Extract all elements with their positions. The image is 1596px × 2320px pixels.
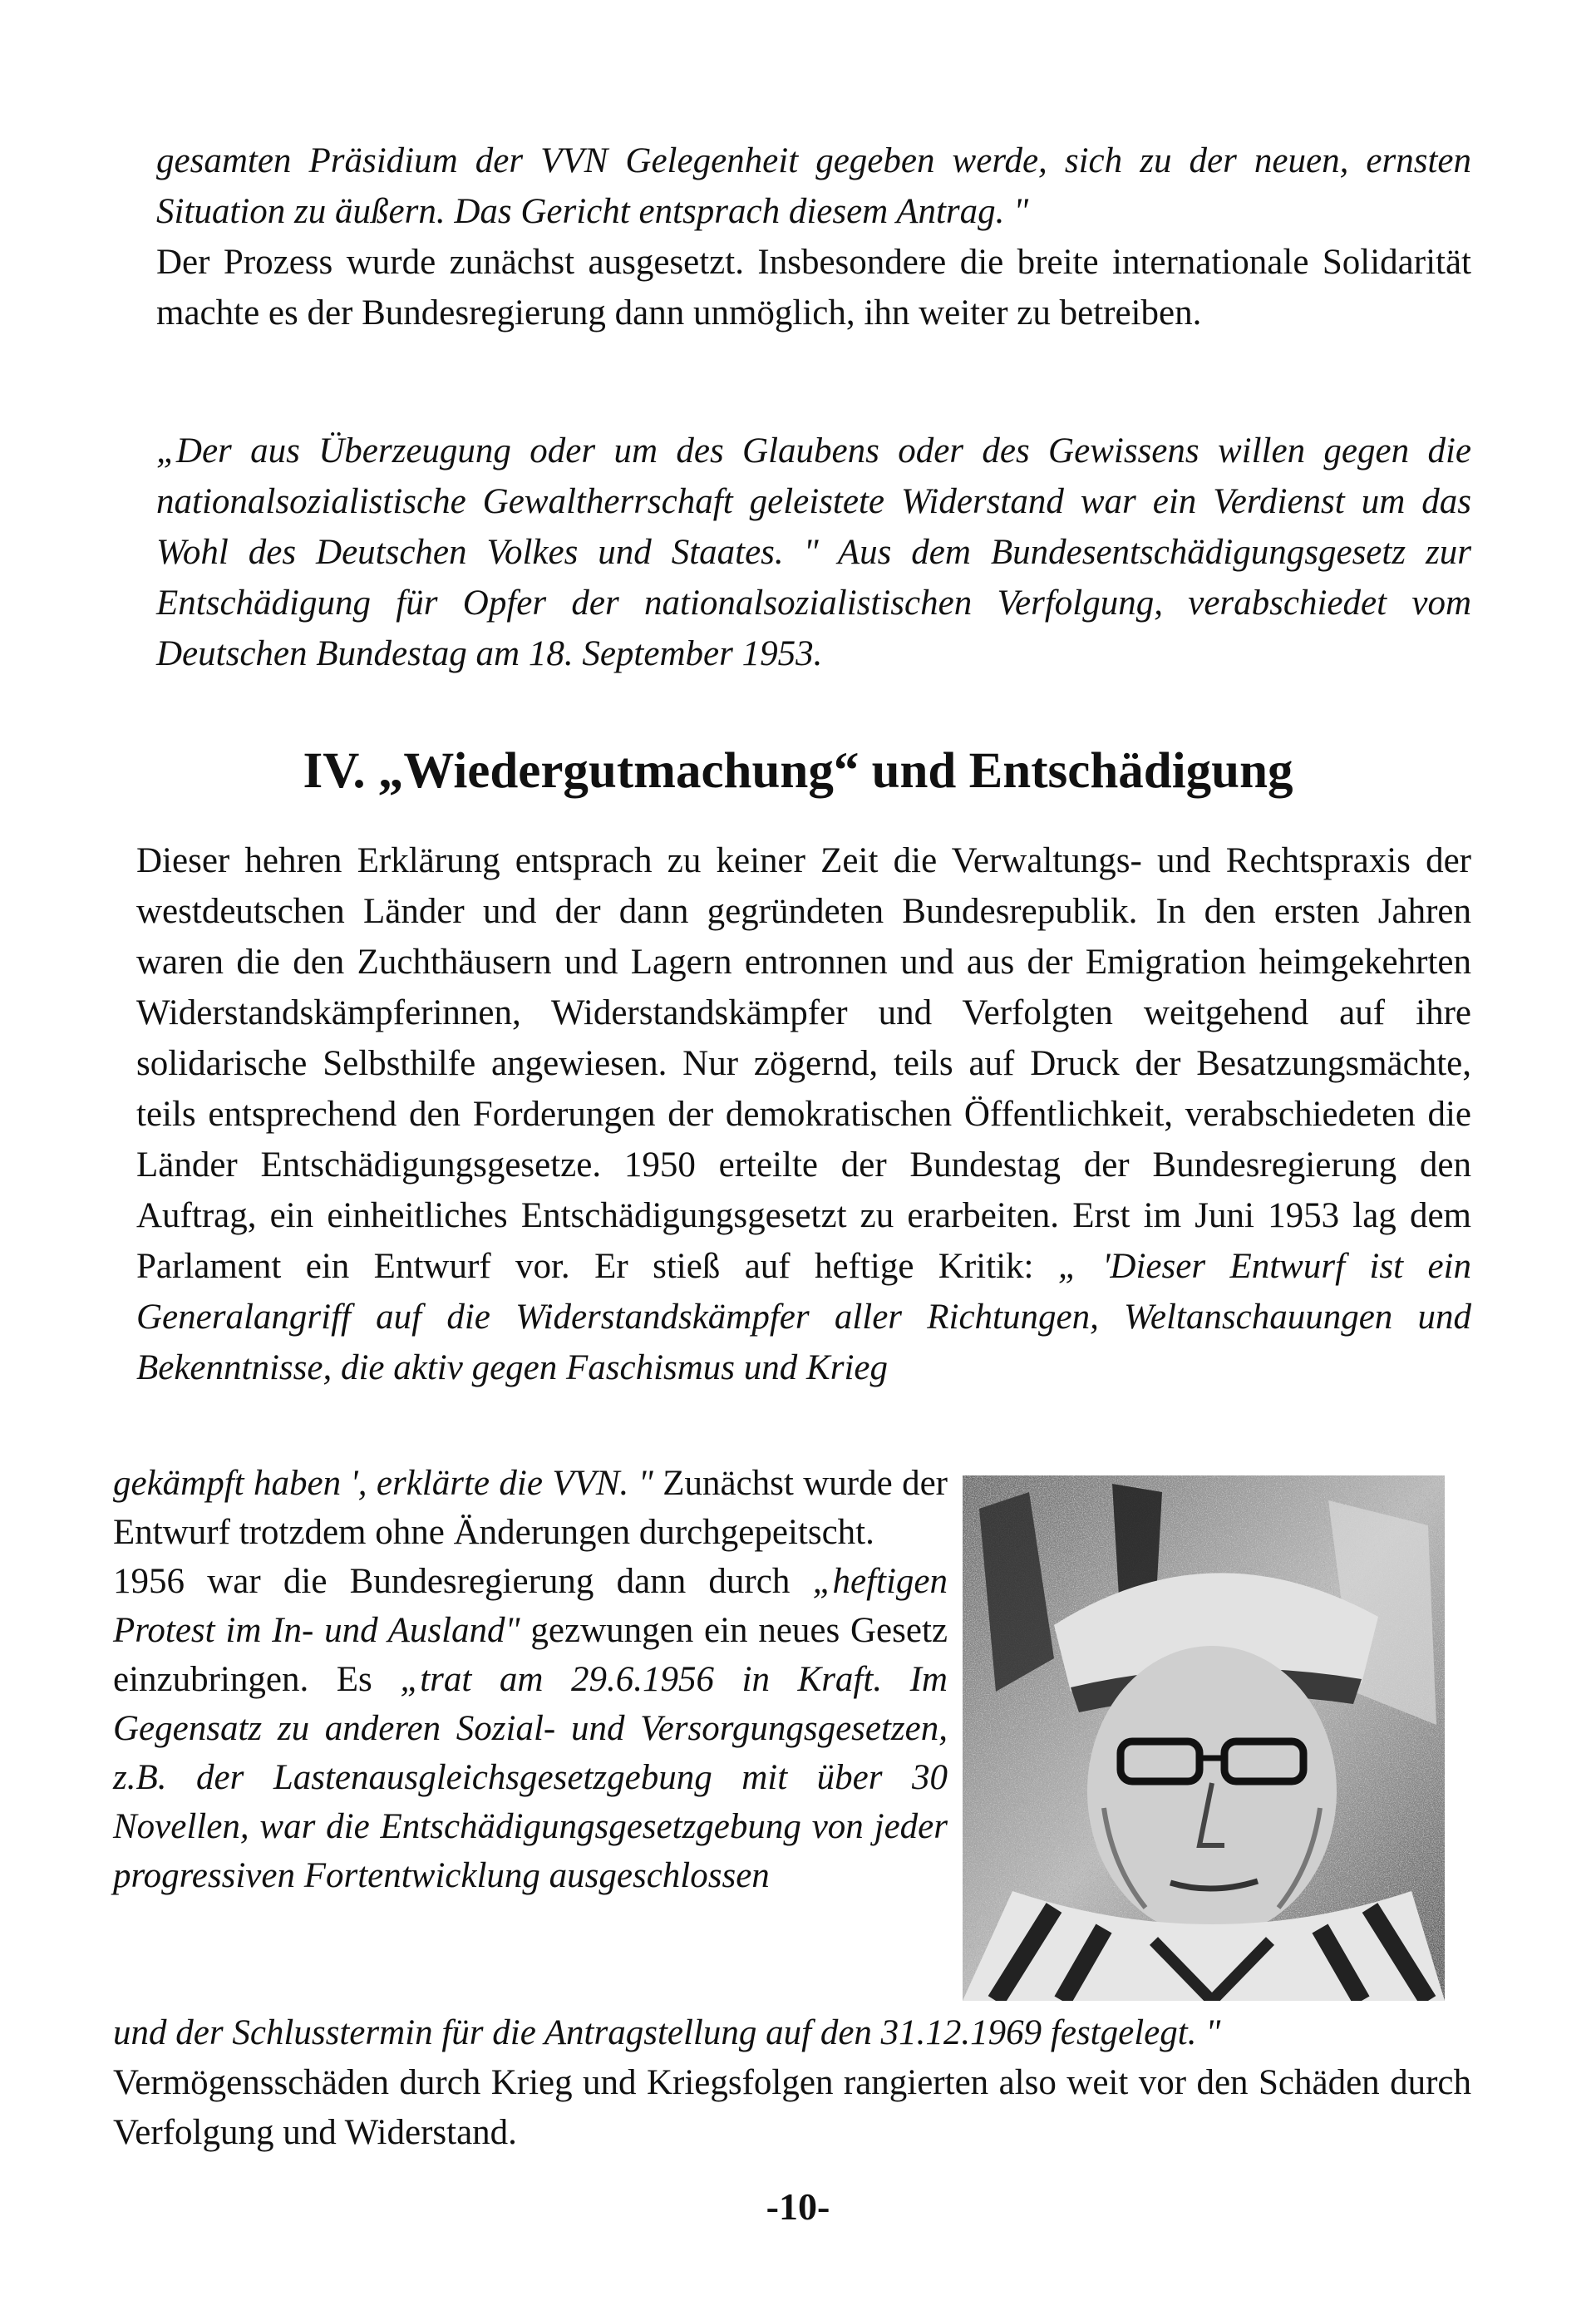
closing-paragraph xyxy=(113,2008,1471,2158)
wrapped-quote-end: gekämpft haben ', erklärte die VVN. " xyxy=(113,1464,653,1503)
opening-quote-end: gesamten Präsidium der VVN Gelegenheit gegeben werde, sich zu der neuen, ernsten Situation zu äußern. Das Gericht entsprach diesem Antrag. " xyxy=(156,141,1471,231)
wrapped-paragraph xyxy=(113,1459,948,1900)
closing-text: Vermögensschäden durch Krieg und Kriegsfolgen rangierten also weit vor den Schäden durch Verfolgung und Widerstand. xyxy=(113,2063,1471,2152)
main-paragraph xyxy=(136,835,1471,1393)
protest-quote: „heftigen Protest im In- und Ausland" xyxy=(113,1562,948,1650)
page-number: -10- xyxy=(766,2185,830,2228)
main-paragraph-text: Dieser hehren Erklärung entsprach zu keiner Zeit die Verwaltungs- und Rechtspraxis der westdeutschen Länder und der dann gegründeten Bundesrepublik. In den ersten Jahren waren die den Zuchthäusern und Lagern entronnen und aus der Emigration heimgekehrten Widerstandskämpferinnen, Widerstandskämpfer und Verfolgten weitgehend auf ihre solidarische Selbsthilfe angewiesen. Nur zögernd, teils auf Druck der Besatzungsmächte, teils entsprechend den Forderungen der demokratischen Öffentlichkeit, verabschiedeten die Länder Entschädigungsgesetze. 1950 erteilte der Bundestag der Bundesregierung den Auftrag, ein einheitliches Entschädigungsgesetzt zu erarbeiten. Erst im Juni 1953 lag dem Parlament ein Entwurf vor. Er stieß auf heftige Kritik: xyxy=(136,841,1471,1286)
portrait-photo xyxy=(963,1475,1445,2001)
opening-paragraph xyxy=(156,135,1471,338)
wrapped-text-2: 1956 war die Bundesregierung dann durch xyxy=(113,1562,813,1601)
wrapped-text-3: gezwungen ein neues Gesetz einzubringen. Es xyxy=(113,1611,948,1699)
section-heading: IV. „Wiedergutmachung“ und Entschädigung xyxy=(303,743,1293,799)
law-entry-quote: „trat am 29.6.1956 in Kraft. Im Gegensatz zu anderen Sozial- und Versorgungsgesetzen, z.B. der Lastenausgleichsgesetzgebung mit über 30 Novellen, war die Entschädigungsgesetzgebung von jeder progressiven Fortentwicklung ausgeschlossen xyxy=(113,1660,948,1895)
opening-text: Der Prozess wurde zunächst ausgesetzt. Insbesondere die breite internationale Solidarität machte es der Bundesregierung dann unmöglich, ihn weiter zu betreiben. xyxy=(156,243,1471,332)
law-quote-paragraph: „Der aus Überzeugung oder um des Glaubens oder des Gewissens willen gegen die nationalsozialistische Gewaltherrschaft geleistete Widerstand war ein Verdienst um das Wohl des Deutschen Volkes und Staates. " Aus dem Bundesentschädigungsgesetz zur Entschädigung für Opfer der nationalsozialistischen Verfolgung, verabschiedet vom Deutschen Bundestag am 18. September 1953. xyxy=(156,431,1471,673)
main-paragraph-quote: „ 'Dieser Entwurf ist ein Generalangriff auf die Widerstandskämpfer aller Richtungen, Weltanschauungen und Bekenntnisse, die aktiv gegen Faschismus und Krieg xyxy=(136,1247,1472,1387)
closing-quote-end: und der Schlusstermin für die Antragstellung auf den 31.12.1969 festgelegt. " xyxy=(113,2013,1221,2052)
wrapped-text-1: Zunächst wurde der Entwurf trotzdem ohne Änderungen durchgepeitscht. xyxy=(113,1464,948,1552)
